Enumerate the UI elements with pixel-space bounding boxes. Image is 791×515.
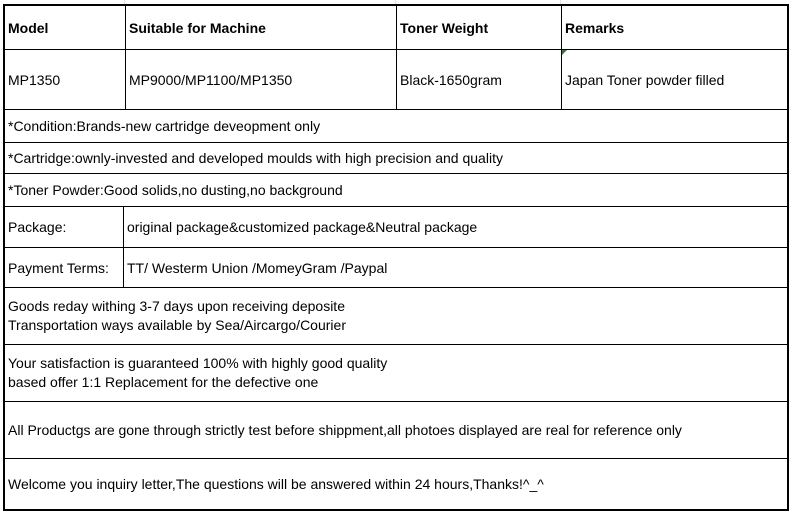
payment-value: TT/ Westerm Union /MomeyGram /Paypal xyxy=(127,259,388,276)
payment-label: Payment Terms: xyxy=(5,248,124,287)
package-value: original package&customized package&Neutral package xyxy=(127,219,478,235)
toner-powder-note: *Toner Powder:Good solids,no dusting,no background xyxy=(8,182,343,198)
toner-powder-row xyxy=(5,174,787,207)
product-remarks xyxy=(562,50,787,109)
cartridge-row xyxy=(5,143,787,174)
package-row xyxy=(5,207,787,248)
delivery-info xyxy=(5,288,787,344)
welcome-note: Welcome you inquiry letter,The questions will be answered within 24 hours,Thanks!^_^ xyxy=(8,476,544,492)
guarantee-line-2: based offer 1:1 Replacement for the defective one xyxy=(8,374,319,390)
guarantee-line-1: Your satisfaction is guaranteed 100% with highly good quality xyxy=(8,355,388,371)
cartridge-note: *Cartridge:ownly-invested and developed moulds with high precision and quality xyxy=(8,150,503,166)
header-weight: Toner Weight xyxy=(397,6,562,49)
delivery-line-2: Transportation ways available by Sea/Aircargo/Courier xyxy=(8,317,346,333)
condition-row xyxy=(5,110,787,143)
product-machine: MP9000/MP1100/MP1350 xyxy=(126,50,397,109)
testing-note: All Productgs are gone through strictly test before shippment,all photoes displayed are real for reference only xyxy=(8,422,682,438)
product-spec-table xyxy=(3,4,789,511)
product-weight: Black-1650gram xyxy=(397,50,562,109)
comment-indicator-icon xyxy=(562,50,567,55)
payment-row xyxy=(5,248,787,288)
package-label: Package: xyxy=(5,207,124,247)
header-row xyxy=(5,6,787,50)
header-machine: Suitable for Machine xyxy=(126,6,397,49)
product-remarks-text: Japan Toner powder filled xyxy=(565,71,725,88)
product-row xyxy=(5,50,787,110)
delivery-line-1: Goods reday withing 3-7 days upon receiving deposite xyxy=(8,298,345,314)
guarantee-info xyxy=(5,345,787,401)
product-model: MP1350 xyxy=(5,50,126,109)
header-remarks: Remarks xyxy=(565,19,625,36)
delivery-row xyxy=(5,288,787,345)
welcome-row xyxy=(5,459,787,509)
testing-row xyxy=(5,402,787,459)
condition-note: *Condition:Brands-new cartridge deveopment only xyxy=(8,118,321,134)
guarantee-row xyxy=(5,345,787,402)
header-model: Model xyxy=(5,6,126,49)
